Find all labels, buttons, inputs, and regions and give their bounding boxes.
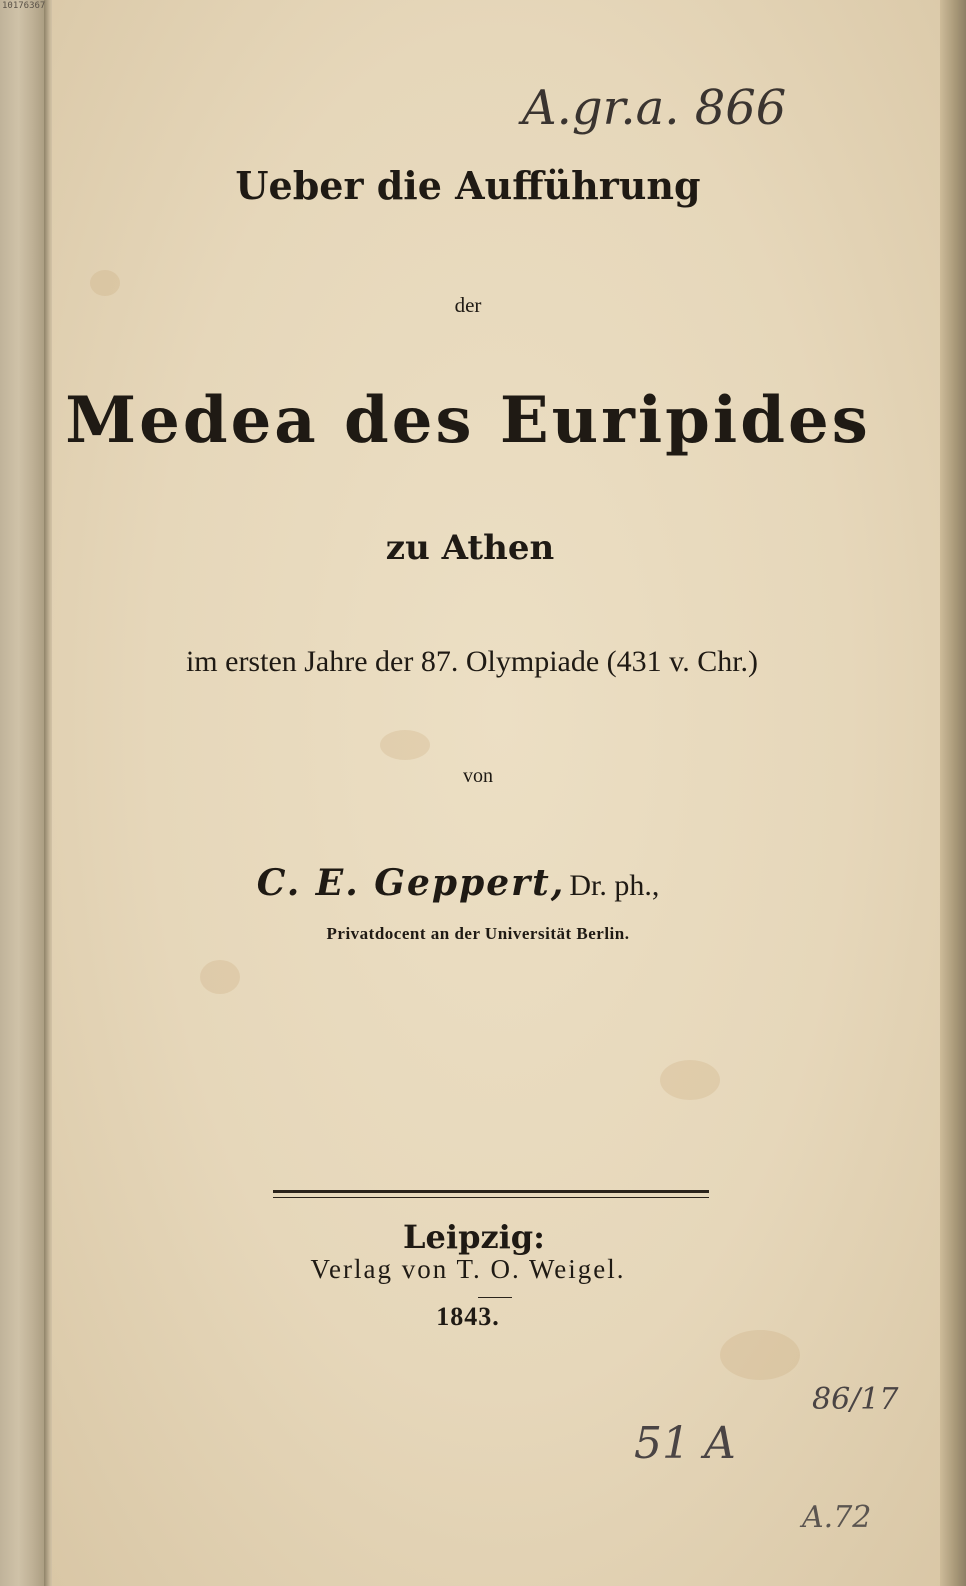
author-line [10, 862, 906, 904]
rule-thin-line [273, 1197, 709, 1198]
handwritten-shelfmark-top: A.gr.a. 866 [522, 80, 787, 136]
double-rule-divider [273, 1190, 709, 1200]
title-line-der: der [454, 293, 482, 317]
foxing-stain [380, 730, 430, 760]
main-title: Medea des Euripides [65, 383, 871, 458]
title-page-paper [52, 0, 948, 1586]
handwritten-shelfmark-bottom: 51 A [634, 1418, 736, 1469]
foxing-stain [200, 960, 240, 994]
foxing-stain [660, 1060, 720, 1100]
pencil-note: A.72 [802, 1500, 872, 1535]
foxing-stain [720, 1330, 800, 1380]
title-line-ueber: Ueber die Aufführung [235, 163, 701, 208]
book-binding [0, 0, 46, 1586]
page-right-edge [940, 0, 966, 1586]
handwritten-shelfmark-number: 86/17 [812, 1382, 899, 1417]
imprint-year: 1843. [436, 1302, 500, 1331]
imprint-short-rule [478, 1297, 512, 1298]
author-name: C. E. Geppert, [256, 862, 566, 904]
imprint-publisher: Verlag von T. O. Weigel. [310, 1254, 626, 1284]
title-line-athen: zu Athen [385, 528, 555, 568]
scan-id-label: 10176367 [2, 1, 46, 11]
rule-thick-line [273, 1190, 709, 1193]
imprint-city: Leipzig: [403, 1218, 545, 1256]
title-line-von: von [463, 765, 493, 787]
author-position: Privatdocent an der Universität Berlin. [326, 924, 630, 943]
author-degree: Dr. ph., [569, 869, 660, 902]
title-line-olympiade: im ersten Jahre der 87. Olympiade (431 v. Chr.) [185, 645, 759, 678]
